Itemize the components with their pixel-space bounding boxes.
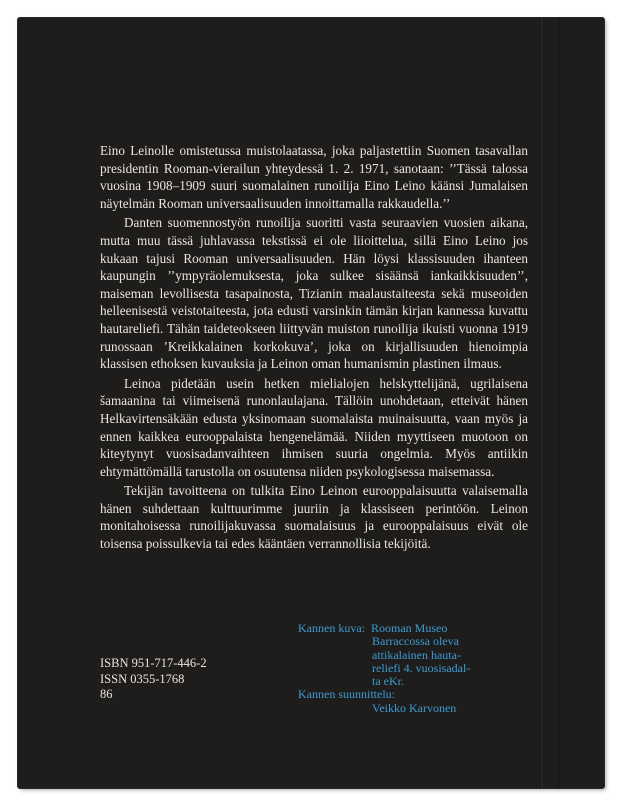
issn-number: ISSN 0355-1768 [100, 671, 185, 686]
blurb-paragraph-2: Danten suomennostyön runoilija suoritti vasta seuraavien vuosien aikana, mutta muu tässä juhlavassa tekstissä ei ole liioittelua, sillä Eino Leino jos kukaan tajusi Rooman universaalisuuden. Hän löysi klassisuuden ihanteen kaupungin ’’ympyräolemuksesta, joka sulkee sisäänsä iankaikkisuuden’’, maiseman levollisesta tasapainosta, Tizianin maalaustaiteesta sekä museoiden helleenisestä veistotaiteesta, jota edusti varsinkin tämän kirjan kannessa kuvattu hautareliefi. Tähän taideteokseen liittyvän muiston runoilija ikuisti vuonna 1919 runossaan ’Kreikkalainen korkokuva’, joka on kirjallisuuden hienoimpia klassisen ethoksen kuvauksia ja Leinon oman humanismin plastinen ilmaus. [100, 215, 528, 372]
isbn-block [100, 656, 207, 703]
cover-design-label: Kannen suunnittelu: [298, 687, 395, 702]
cover-image-line-5: ta eKr. [372, 674, 404, 689]
spine-hinge [540, 18, 544, 788]
cover-image-label: Kannen kuva: [298, 621, 365, 635]
cover-image-line-3: attikalainen hauta- [372, 647, 461, 662]
spine-edge [558, 18, 560, 788]
cover-credits [298, 622, 518, 715]
cover-designer: Veikko Karvonen [372, 700, 457, 715]
cover-image-line-2: Barraccossa oleva [372, 634, 459, 649]
blurb-paragraph-3: Leinoa pidetään usein hetken mielialojen helskyttelijänä, ugrilaisena šamaanina tai viimeisenä runonlaulajana. Tällöin unohdetaan, etteivät hänen Helkavirtensäkään edusta yksinomaan suomalaista muinaisuutta, vaan myös ja ennen kaikkea eurooppalaista hengenelämää. Niiden myyttiseen muotoon on kiteytynyt vuosisadanvaihteen ihmisen suuria ongelmia. Myös antiikin ehtymättömällä tarustolla on osuutensa niiden psykologisessa maisemassa. [100, 375, 528, 479]
isbn-number: ISBN 951-717-446-2 [100, 656, 207, 670]
cover-image-line-4: reliefi 4. vuosisadal- [372, 660, 471, 675]
series-number: 86 [100, 687, 113, 701]
cover-image-line-1: Rooman Museo [370, 621, 448, 635]
blurb-paragraph-1: Eino Leinolle omistetussa muistolaatassa, joka paljastettiin Suomen tasavallan presidentin Rooman-vierailun yhteydessä 1. 2. 1971, sanotaan: ’’Tässä talossa vuosina 1908–1909 suuri suomalainen runoilija Eino Leino käänsi Jumalaisen näytelmän Rooman universaalisuuden innoittamalla rakkaudella.’’ [100, 143, 528, 211]
blurb-paragraph-4: Tekijän tavoitteena on tulkita Eino Leinon eurooppalaisuutta valaisemalla hänen suhdettaan kulttuurimme juuriin ja klassiseen perintöön. Leinon monitahoisessa runoilijakuvassa suomalaisuus ja eurooppalaisuus eivät ole toisensa poissulkevia tai edes kääntäen verrannollisia tekijöitä. [100, 483, 528, 552]
blurb-text [100, 142, 528, 555]
